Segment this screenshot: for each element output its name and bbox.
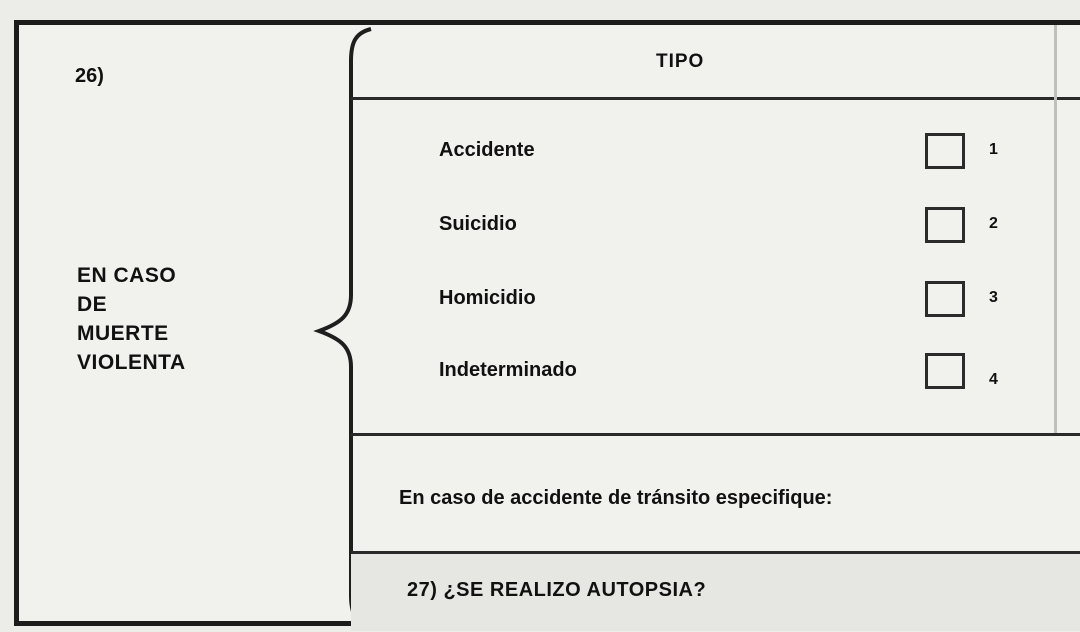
side-label-line: DE bbox=[77, 293, 108, 316]
side-label-line: VIOLENTA bbox=[77, 351, 186, 374]
checkbox-accidente[interactable] bbox=[925, 133, 965, 169]
option-row-homicidio bbox=[439, 281, 1039, 321]
transit-accident-prompt: En caso de accidente de tránsito especifique: bbox=[399, 487, 833, 509]
side-label-line: EN CASO bbox=[77, 264, 177, 287]
type-title: TIPO bbox=[656, 51, 705, 72]
option-label: Indeterminado bbox=[439, 359, 577, 381]
option-row-suicidio bbox=[439, 207, 1039, 247]
option-code: 3 bbox=[989, 289, 998, 306]
checkbox-suicidio[interactable] bbox=[925, 207, 965, 243]
option-code: 1 bbox=[989, 141, 998, 158]
option-label: Homicidio bbox=[439, 287, 536, 309]
option-row-indeterminado bbox=[439, 353, 1039, 393]
checkbox-homicidio[interactable] bbox=[925, 281, 965, 317]
form-frame bbox=[14, 20, 1080, 626]
section-divider bbox=[351, 551, 1080, 554]
question-number: 26) bbox=[75, 65, 104, 87]
section-divider bbox=[351, 433, 1080, 436]
checkbox-indeterminado[interactable] bbox=[925, 353, 965, 389]
option-label: Suicidio bbox=[439, 213, 517, 235]
option-row-accidente bbox=[439, 133, 1039, 173]
violent-death-label bbox=[77, 261, 186, 377]
option-code: 4 bbox=[989, 371, 998, 388]
side-label-line: MUERTE bbox=[77, 322, 169, 345]
option-label: Accidente bbox=[439, 139, 535, 161]
type-header bbox=[351, 25, 1080, 100]
column-divider bbox=[1054, 25, 1057, 435]
option-code: 2 bbox=[989, 215, 998, 232]
left-column bbox=[19, 25, 339, 621]
autopsy-question: 27) ¿SE REALIZO AUTOPSIA? bbox=[407, 579, 707, 601]
type-section bbox=[351, 25, 1080, 621]
